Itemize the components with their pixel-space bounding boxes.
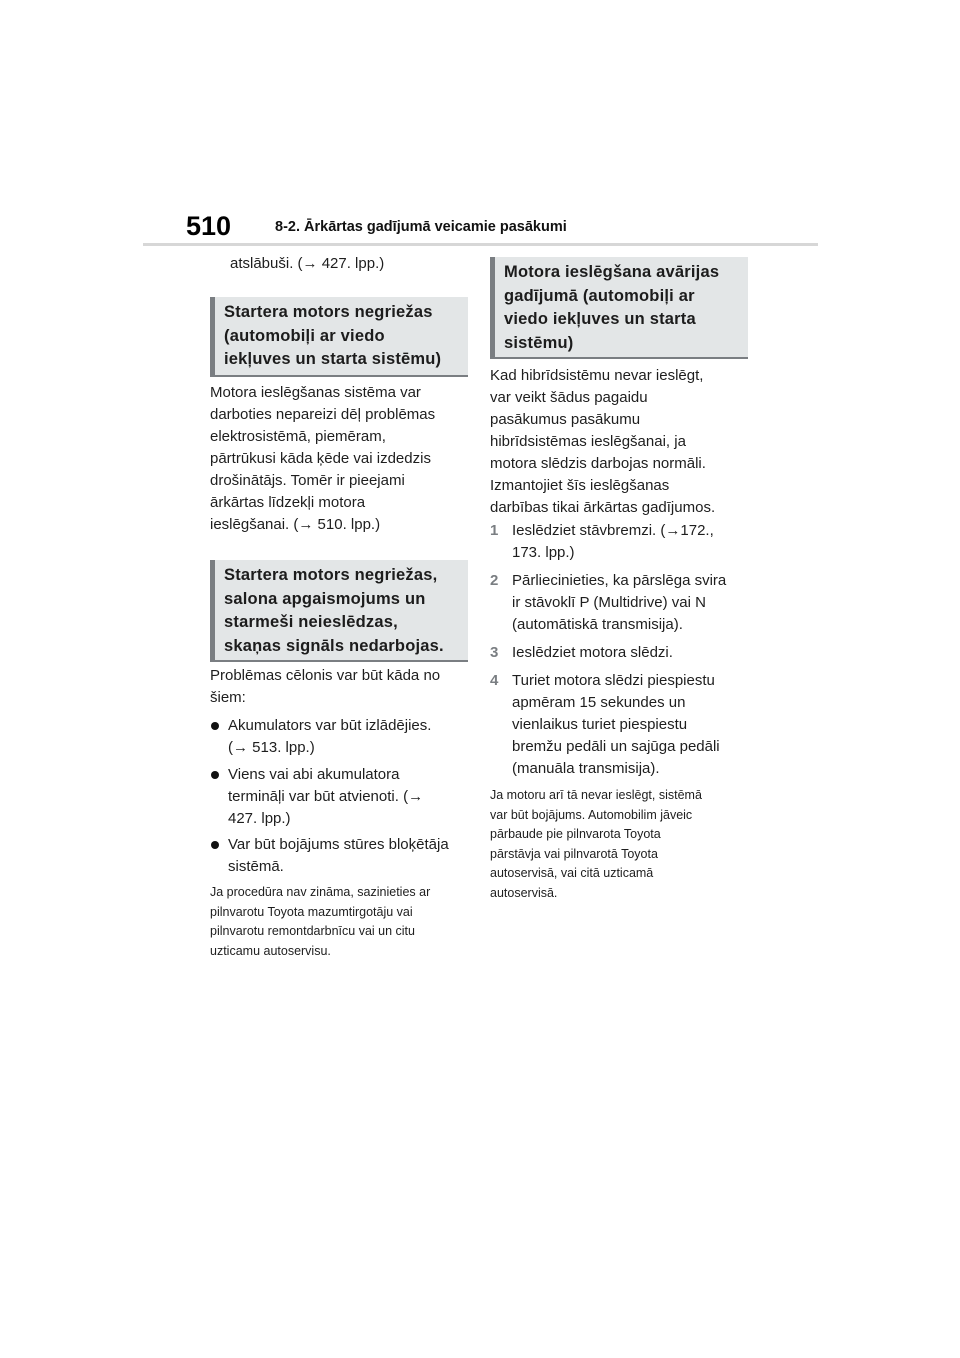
- step-number: 4: [490, 672, 499, 689]
- step-text: Turiet motora slēdzi piespiestu apmēram 15 sekundes un vienlaikus turiet piespiestu bremžu pedāli un sajūga pedāli (manuāla transmisija).: [512, 672, 720, 777]
- step-text: Ieslēdziet stāvbremzi. (→172., 173. lpp.): [512, 522, 714, 561]
- step-number: 3: [490, 644, 499, 661]
- section-heading: Startera motors negriežas (automobiļi ar viedo iekļuves un starta sistēmu): [224, 303, 442, 368]
- note-text: Ja motoru arī tā nevar ieslēgt, sistēmā var būt bojājums. Automobilim jāveic pārbaude pie pilnvarota Toyota pārstāvja vai pilnvarotā Toyota autoservisā, vai citā uzticamā autoservisā.: [490, 788, 702, 900]
- step-text: Pārliecinieties, ka pārslēga svira ir stāvoklī P (Multidrive) vai N (automātiskā transmisija).: [512, 572, 727, 633]
- list-item-text: Viens vai abi akumulatora termināļi var būt atvienoti. (→ 427. lpp.): [228, 766, 424, 827]
- page-number: 510: [186, 211, 232, 241]
- paragraph-emergency-start: Kad hibrīdsistēmu nevar ieslēgt, var veikt šādus pagaidu pasākumus pasākumu hibrīdsistēmas ieslēgšanai, ja motora slēdzis darbojas normāli. Izmantojiet šīs ieslēgšanas darbības tikai ārkārtas gadījumos.: [490, 367, 716, 516]
- step-number: 1: [490, 522, 499, 539]
- bullet-icon: [211, 722, 219, 730]
- paragraph-causes: Problēmas cēlonis var būt kāda no šiem:: [210, 667, 441, 706]
- paragraph-ignition-system: Motora ieslēgšanas sistēma var darboties nepareizi dēļ problēmas elektrosistēmā, piemēram, pārtrūkusi kāda ķēde vai izdedzis drošinātājs. Tomēr ir pieejami ārkārtas līdzekļi motora ieslēgšanai. (→ 510. lpp.): [210, 384, 436, 533]
- section-box-starter-not-cranking: [210, 297, 468, 377]
- bullet-icon: [211, 841, 219, 849]
- step-number: 2: [490, 572, 499, 589]
- list-item-text: Akumulators var būt izlādējies. (→ 513. lpp.): [228, 717, 432, 756]
- header-divider: [143, 243, 818, 246]
- list-item-text: Var būt bojājums stūres bloķētāja sistēmā.: [228, 836, 449, 875]
- bullet-icon: [211, 771, 219, 779]
- step-text: Ieslēdziet motora slēdzi.: [512, 644, 673, 661]
- intro-continuation: atslābuši. (→ 427. lpp.): [230, 255, 385, 272]
- section-title: 8-2. Ārkārtas gadījumā veicamie pasākumi: [275, 219, 567, 235]
- section-heading: Startera motors negriežas, salona apgaismojums un starmeši neieslēdzas, skaņas signāls nedarbojas.: [224, 566, 444, 655]
- section-heading: Motora ieslēgšana avārijas gadījumā (automobiļi ar viedo iekļuves un starta sistēmu): [504, 263, 720, 352]
- note-text: Ja procedūra nav zināma, sazinieties ar pilnvarotu Toyota mazumtirgotāju vai pilnvarotu remontdarbnīcu vai un citu uzticamu autoservisu.: [210, 885, 431, 958]
- section-box-emergency-start: [490, 257, 748, 359]
- section-box-starter-lights-horn: [210, 560, 468, 662]
